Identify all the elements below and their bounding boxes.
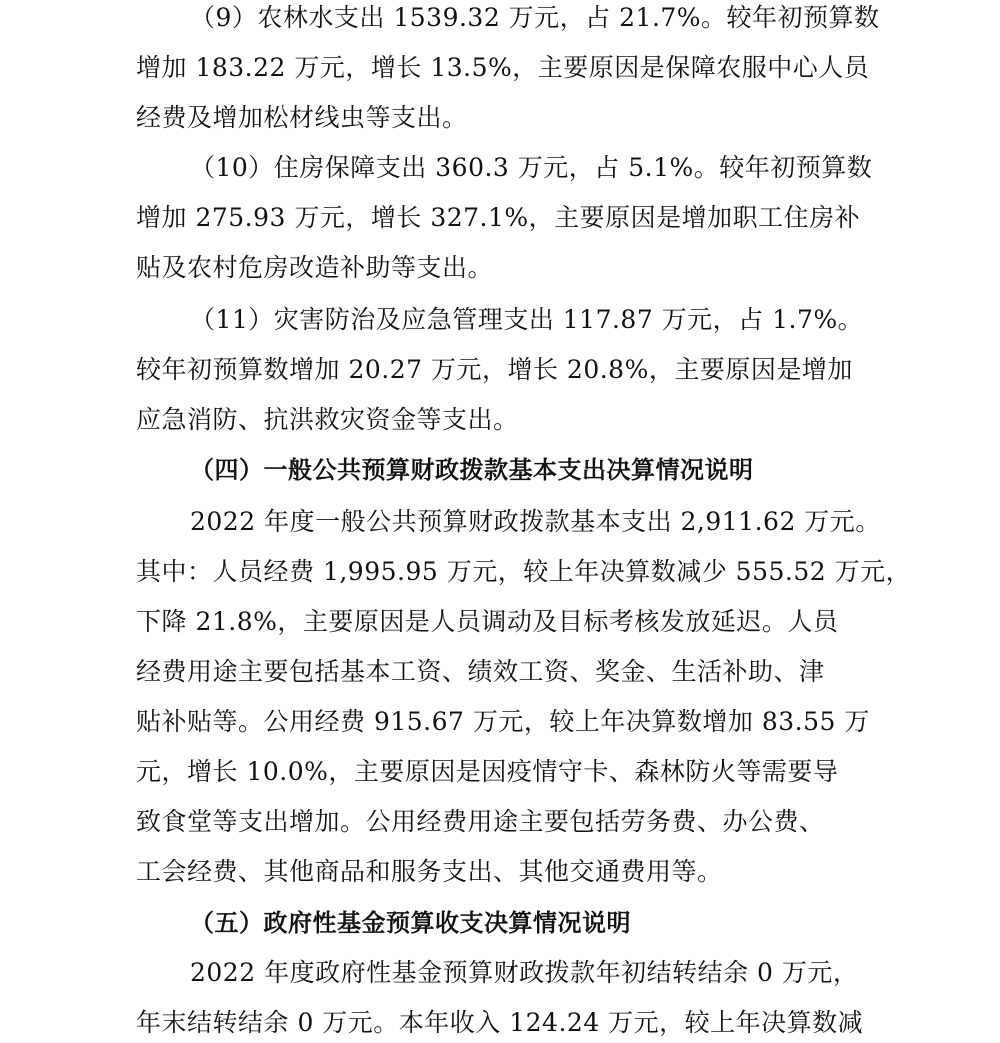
paragraph-line: 增加 275.93 万元，增长 327.1%，主要原因是增加职工住房补 [136,203,861,232]
paragraph-line: 年末结转结余 0 万元。本年收入 124.24 万元，较上年决算数减 [136,1008,864,1037]
paragraph-line: 应急消防、抗洪救灾资金等支出。 [136,405,519,434]
paragraph-line: 贴补贴等。公用经费 915.67 万元，较上年决算数增加 83.55 万 [136,707,870,736]
section-heading: （五）政府性基金预算收支决算情况说明 [190,909,631,937]
paragraph-line: （10）住房保障支出 360.3 万元，占 5.1%。较年初预算数 [190,153,873,182]
paragraph-line: 2022 年度一般公共预算财政拨款基本支出 2,911.62 万元。 [190,507,881,536]
paragraph-line: 致食堂等支出增加。公用经费用途主要包括劳务费、办公费、 [136,807,825,836]
section-heading: （四）一般公共预算财政拨款基本支出决算情况说明 [190,456,754,484]
paragraph-line: 增加 183.22 万元，增长 13.5%，主要原因是保障农服中心人员 [136,53,870,82]
paragraph-line: 贴及农村危房改造补助等支出。 [136,253,494,282]
paragraph-line: 工会经费、其他商品和服务支出、其他交通费用等。 [136,857,723,886]
paragraph-line: 其中：人员经费 1,995.95 万元，较上年决算数减少 555.52 万元， [136,557,912,586]
paragraph-line: 元，增长 10.0%，主要原因是因疫情守卡、森林防火等需要导 [136,757,839,786]
paragraph-line: （11）灾害防治及应急管理支出 117.87 万元，占 1.7%。 [190,305,864,334]
paragraph-line: （9）农林水支出 1539.32 万元，占 21.7%。较年初预算数 [190,3,880,32]
paragraph-line: 较年初预算数增加 20.27 万元，增长 20.8%，主要原因是增加 [136,355,853,384]
paragraph-line: 下降 21.8%，主要原因是人员调动及目标考核发放延迟。人员 [136,607,839,636]
paragraph-line: 经费用途主要包括基本工资、绩效工资、奖金、生活补助、津 [136,657,825,686]
paragraph-line: 经费及增加松材线虫等支出。 [136,103,468,132]
paragraph-line: 2022 年度政府性基金预算财政拨款年初结转结余 0 万元， [190,958,859,987]
